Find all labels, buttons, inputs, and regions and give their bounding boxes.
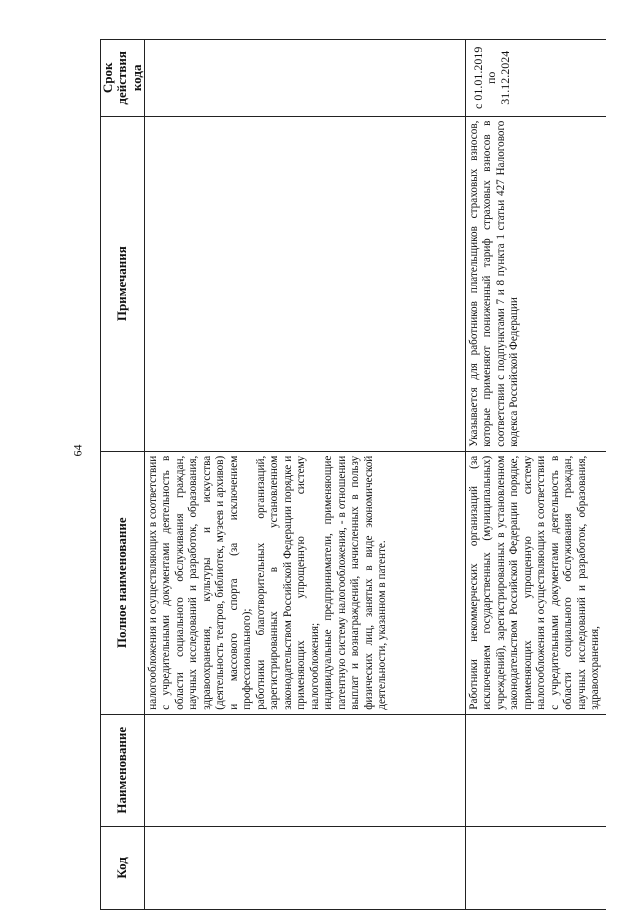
header-code: Код bbox=[101, 826, 145, 909]
page-number: 64 bbox=[70, 444, 85, 457]
header-notes: Примечания bbox=[101, 116, 145, 451]
cell-full-name bbox=[465, 451, 606, 714]
rotated-page bbox=[100, 39, 606, 910]
full-name-paragraph: индивидуальные предприниматели, применяющие патентную систему налогообложения, - в отношении выплат и вознаграждений, начисленных в пользу физических лиц, занятых в виде экономической деятельности, указанном в патенте. bbox=[322, 455, 389, 710]
cell-full-name bbox=[144, 451, 465, 714]
header-term: Срок действия кода bbox=[101, 40, 145, 117]
table-row bbox=[465, 40, 606, 910]
table-row bbox=[144, 40, 465, 910]
full-name-paragraph: работники благотворительных организаций, зарегистрированных в установленном законодательством Российской Федерации порядке и применяющих упрощенную систему налогообложения; bbox=[254, 455, 321, 710]
full-name-paragraph: Работники некоммерческих организаций (за исключением государственных (муниципальных) учреждений), зарегистрированных в установленном законодательством Российской Федерации порядке, применяющих упрощенную систему налогообложения и осуществляющих в соответствии с учредительными документами деятельность в области социального обслуживания граждан, научных исследований и разработок, образования, здравоохранения, bbox=[467, 455, 602, 710]
header-name: Наименование bbox=[101, 714, 145, 826]
cell-notes: Указывается для работников плательщиков страховых взносов, которые применяют пониженный тариф страховых взносов в соответствии с подпунктами 7 и 8 пункта 1 статьи 427 Налогового кодекса Российской Федерации bbox=[465, 116, 606, 451]
cell-code bbox=[465, 826, 606, 909]
cell-notes bbox=[144, 116, 465, 451]
cell-code bbox=[144, 826, 465, 909]
codes-table bbox=[100, 39, 606, 910]
header-full-name: Полное наименование bbox=[101, 451, 145, 714]
cell-term bbox=[144, 40, 465, 117]
full-name-paragraph: налогообложения и осуществляющих в соответствии с учредительными документами деятельность в области социального обслуживания граждан, научных исследований и разработок, образования, здравоохранения, культуры и искусства (деятельность театров, библиотек, музеев и архивов) и массового спорта (за исключением профессионального); bbox=[146, 455, 254, 710]
cell-name bbox=[144, 714, 465, 826]
table-container bbox=[100, 39, 606, 910]
cell-name bbox=[465, 714, 606, 826]
cell-term: с 01.01.2019 по 31.12.2024 bbox=[465, 40, 606, 117]
table-header-row bbox=[101, 40, 145, 910]
